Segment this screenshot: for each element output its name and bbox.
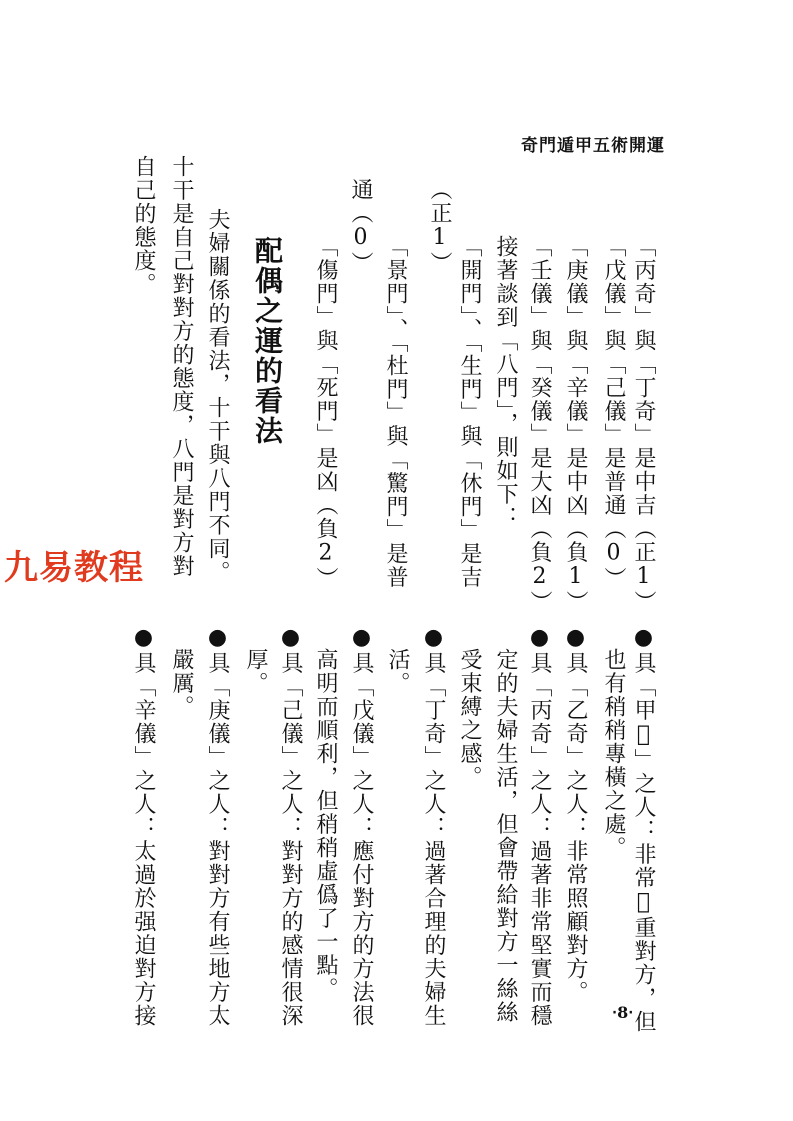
upper-column-7: （正1） bbox=[427, 178, 452, 275]
lower-column-3: ●具「乙奇」之人：非常照顧對方。 bbox=[563, 625, 588, 1004]
lower-column-5: 定的夫婦生活，但會帶給對方一絲絲 bbox=[493, 648, 518, 1024]
lower-column-9: ●具「戊儀」之人：應付對方的方法很 bbox=[349, 625, 374, 1028]
lower-column-6: 受束縛之感。 bbox=[457, 648, 482, 789]
lower-column-1: ●具「甲𢀳」之人：非常𢀳重對方，但 bbox=[631, 625, 656, 1034]
running-header: 奇門遁甲五術開運 bbox=[521, 136, 665, 156]
upper-column-3: 「庚儀」與「辛儀」是中凶（負1） bbox=[563, 235, 588, 614]
lower-column-15: ●具「辛儀」之人：太過於强迫對方接 bbox=[131, 625, 156, 1028]
upper-column-10: 「傷門」與「死門」是凶（負2） bbox=[313, 235, 338, 591]
upper-column-1: 「丙奇」與「丁奇」是中吉（正1） bbox=[631, 235, 656, 614]
body-column-1: 夫婦關係的看法，十干與八門不同。 bbox=[205, 208, 230, 584]
page-number: ‧8‧ bbox=[612, 1003, 634, 1022]
lower-column-2: 也有稍稍專橫之處。 bbox=[601, 648, 626, 860]
lower-column-11: ●具「己儀」之人：對對方的感情很深 bbox=[278, 625, 303, 1028]
upper-column-5: 接著談到「八門」，則如下： bbox=[493, 235, 518, 530]
upper-column-4: 「壬儀」與「癸儀」是大凶（負2） bbox=[527, 235, 552, 614]
body-column-2: 十干是自己對對方的態度，八門是對方對 bbox=[169, 155, 194, 578]
lower-column-8: 活。 bbox=[385, 648, 410, 695]
body-column-3: 自己的態度。 bbox=[131, 155, 156, 296]
lower-column-7: ●具「丁奇」之人：過著合理的夫婦生 bbox=[421, 625, 446, 1028]
lower-column-14: 嚴厲。 bbox=[169, 648, 194, 719]
upper-column-2: 「戊儀」與「己儀」是普通（0） bbox=[601, 235, 626, 591]
upper-column-8: 「景門」、「杜門」與「驚門」是普 bbox=[383, 235, 408, 589]
upper-column-9: 通（0） bbox=[348, 178, 373, 275]
lower-column-13: ●具「庚儀」之人：對對方有些地方太 bbox=[205, 625, 230, 1028]
lower-column-10: 高明而順利，但稍稍虛僞了一點。 bbox=[313, 648, 338, 1001]
watermark-logo: 九易教程 bbox=[4, 548, 144, 588]
lower-column-12: 厚。 bbox=[243, 648, 268, 695]
lower-column-4: ●具「丙奇」之人：過著非常堅實而穩 bbox=[527, 625, 552, 1028]
section-title: 配偶之運的看法 bbox=[251, 236, 284, 446]
upper-column-6: 「開門」、「生門」與「休門」是吉 bbox=[457, 235, 482, 589]
